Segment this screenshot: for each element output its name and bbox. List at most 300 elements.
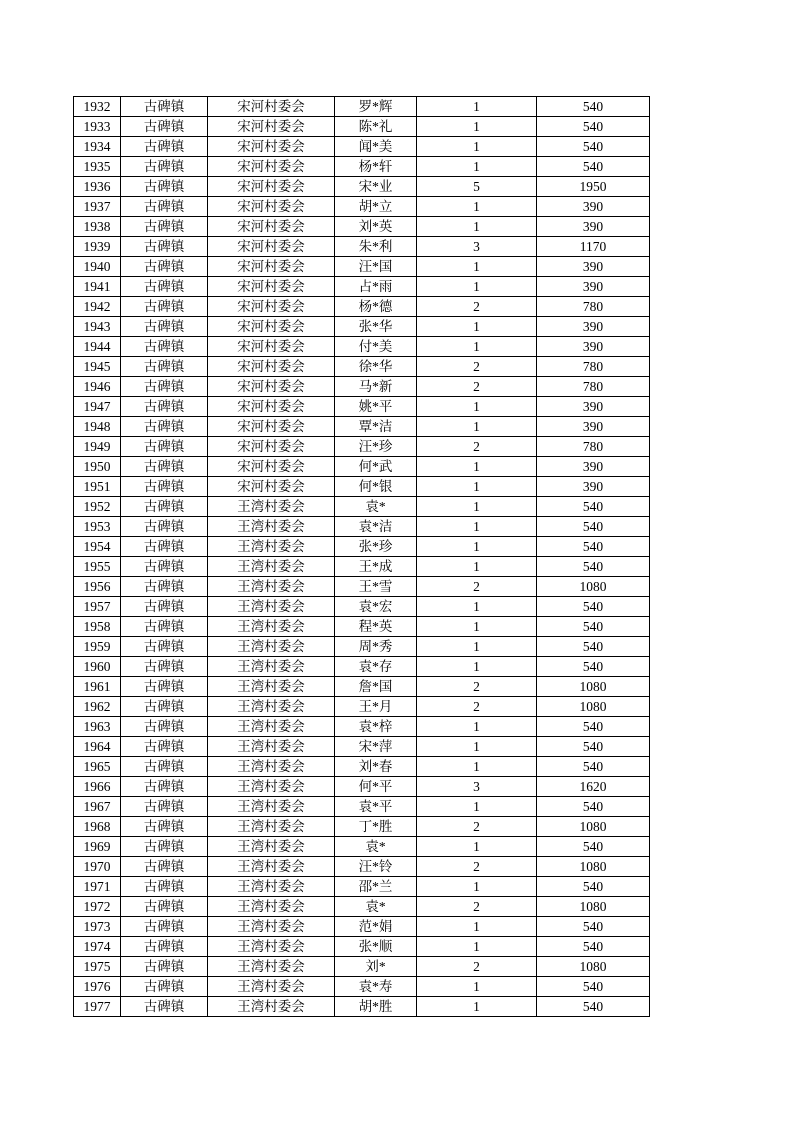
cell-amount: 1170	[537, 237, 650, 257]
cell-serial-number: 1934	[74, 137, 121, 157]
cell-town: 古碑镇	[121, 837, 208, 857]
table-row	[74, 177, 650, 197]
cell-name: 汪*珍	[335, 437, 417, 457]
cell-town: 古碑镇	[121, 557, 208, 577]
cell-name: 陈*礼	[335, 117, 417, 137]
cell-village-committee: 宋河村委会	[208, 237, 335, 257]
cell-household-count: 1	[417, 597, 537, 617]
cell-amount: 540	[537, 537, 650, 557]
table-row	[74, 697, 650, 717]
cell-household-count: 2	[417, 377, 537, 397]
cell-name: 周*秀	[335, 637, 417, 657]
cell-name: 袁*	[335, 897, 417, 917]
cell-amount: 540	[537, 597, 650, 617]
cell-serial-number: 1971	[74, 877, 121, 897]
table-row	[74, 117, 650, 137]
cell-amount: 1080	[537, 857, 650, 877]
table-row	[74, 937, 650, 957]
cell-amount: 390	[537, 317, 650, 337]
cell-town: 古碑镇	[121, 117, 208, 137]
cell-village-committee: 王湾村委会	[208, 797, 335, 817]
cell-household-count: 1	[417, 837, 537, 857]
cell-name: 占*雨	[335, 277, 417, 297]
table-row	[74, 777, 650, 797]
cell-household-count: 2	[417, 817, 537, 837]
cell-village-committee: 王湾村委会	[208, 757, 335, 777]
table-row	[74, 517, 650, 537]
cell-name: 汪*国	[335, 257, 417, 277]
cell-amount: 540	[537, 617, 650, 637]
table-row	[74, 217, 650, 237]
table-row	[74, 897, 650, 917]
cell-serial-number: 1951	[74, 477, 121, 497]
table-row	[74, 637, 650, 657]
cell-name: 姚*平	[335, 397, 417, 417]
cell-serial-number: 1947	[74, 397, 121, 417]
cell-household-count: 1	[417, 537, 537, 557]
cell-village-committee: 王湾村委会	[208, 677, 335, 697]
cell-town: 古碑镇	[121, 877, 208, 897]
cell-household-count: 1	[417, 477, 537, 497]
cell-town: 古碑镇	[121, 337, 208, 357]
cell-town: 古碑镇	[121, 977, 208, 997]
cell-village-committee: 王湾村委会	[208, 497, 335, 517]
cell-town: 古碑镇	[121, 477, 208, 497]
cell-serial-number: 1950	[74, 457, 121, 477]
cell-village-committee: 王湾村委会	[208, 977, 335, 997]
cell-serial-number: 1962	[74, 697, 121, 717]
table-row	[74, 717, 650, 737]
cell-town: 古碑镇	[121, 197, 208, 217]
cell-serial-number: 1932	[74, 97, 121, 117]
cell-amount: 540	[537, 637, 650, 657]
cell-serial-number: 1966	[74, 777, 121, 797]
cell-amount: 390	[537, 277, 650, 297]
cell-household-count: 1	[417, 737, 537, 757]
cell-amount: 1080	[537, 817, 650, 837]
cell-name: 程*英	[335, 617, 417, 637]
cell-serial-number: 1935	[74, 157, 121, 177]
cell-serial-number: 1936	[74, 177, 121, 197]
table-row	[74, 357, 650, 377]
cell-village-committee: 王湾村委会	[208, 717, 335, 737]
cell-amount: 390	[537, 457, 650, 477]
cell-household-count: 1	[417, 97, 537, 117]
table-row	[74, 917, 650, 937]
cell-name: 袁*洁	[335, 517, 417, 537]
cell-household-count: 2	[417, 577, 537, 597]
cell-town: 古碑镇	[121, 437, 208, 457]
cell-village-committee: 王湾村委会	[208, 517, 335, 537]
cell-household-count: 1	[417, 277, 537, 297]
cell-serial-number: 1943	[74, 317, 121, 337]
cell-village-committee: 宋河村委会	[208, 377, 335, 397]
cell-town: 古碑镇	[121, 217, 208, 237]
cell-serial-number: 1944	[74, 337, 121, 357]
cell-amount: 540	[537, 997, 650, 1017]
table-row	[74, 977, 650, 997]
cell-amount: 390	[537, 257, 650, 277]
table-row	[74, 257, 650, 277]
cell-name: 王*月	[335, 697, 417, 717]
cell-town: 古碑镇	[121, 537, 208, 557]
cell-amount: 1080	[537, 677, 650, 697]
cell-town: 古碑镇	[121, 997, 208, 1017]
cell-town: 古碑镇	[121, 377, 208, 397]
cell-household-count: 1	[417, 717, 537, 737]
cell-name: 覃*洁	[335, 417, 417, 437]
cell-serial-number: 1976	[74, 977, 121, 997]
table-row	[74, 157, 650, 177]
cell-village-committee: 王湾村委会	[208, 837, 335, 857]
cell-amount: 540	[537, 137, 650, 157]
cell-household-count: 1	[417, 137, 537, 157]
cell-amount: 540	[537, 877, 650, 897]
cell-name: 张*顺	[335, 937, 417, 957]
cell-town: 古碑镇	[121, 737, 208, 757]
cell-amount: 780	[537, 377, 650, 397]
cell-town: 古碑镇	[121, 517, 208, 537]
cell-village-committee: 王湾村委会	[208, 937, 335, 957]
cell-serial-number: 1960	[74, 657, 121, 677]
cell-amount: 390	[537, 217, 650, 237]
cell-serial-number: 1970	[74, 857, 121, 877]
table-row	[74, 557, 650, 577]
cell-name: 罗*辉	[335, 97, 417, 117]
cell-serial-number: 1973	[74, 917, 121, 937]
cell-serial-number: 1941	[74, 277, 121, 297]
cell-name: 王*雪	[335, 577, 417, 597]
cell-town: 古碑镇	[121, 457, 208, 477]
cell-serial-number: 1975	[74, 957, 121, 977]
table-row	[74, 477, 650, 497]
cell-amount: 1080	[537, 577, 650, 597]
cell-amount: 540	[537, 757, 650, 777]
table-row	[74, 197, 650, 217]
cell-name: 邵*兰	[335, 877, 417, 897]
cell-amount: 540	[537, 97, 650, 117]
cell-town: 古碑镇	[121, 317, 208, 337]
cell-serial-number: 1958	[74, 617, 121, 637]
cell-village-committee: 王湾村委会	[208, 857, 335, 877]
cell-serial-number: 1969	[74, 837, 121, 857]
cell-town: 古碑镇	[121, 357, 208, 377]
cell-name: 王*成	[335, 557, 417, 577]
cell-village-committee: 王湾村委会	[208, 877, 335, 897]
cell-serial-number: 1954	[74, 537, 121, 557]
cell-name: 宋*业	[335, 177, 417, 197]
table-row	[74, 97, 650, 117]
table-row	[74, 857, 650, 877]
cell-household-count: 2	[417, 697, 537, 717]
cell-name: 袁*寿	[335, 977, 417, 997]
cell-town: 古碑镇	[121, 177, 208, 197]
cell-household-count: 2	[417, 357, 537, 377]
cell-village-committee: 王湾村委会	[208, 537, 335, 557]
cell-household-count: 2	[417, 857, 537, 877]
cell-household-count: 1	[417, 637, 537, 657]
cell-town: 古碑镇	[121, 777, 208, 797]
cell-household-count: 1	[417, 797, 537, 817]
cell-village-committee: 宋河村委会	[208, 357, 335, 377]
cell-name: 刘*春	[335, 757, 417, 777]
cell-village-committee: 宋河村委会	[208, 437, 335, 457]
cell-name: 袁*梓	[335, 717, 417, 737]
cell-household-count: 2	[417, 297, 537, 317]
table-row	[74, 817, 650, 837]
cell-village-committee: 宋河村委会	[208, 117, 335, 137]
cell-village-committee: 宋河村委会	[208, 257, 335, 277]
cell-name: 丁*胜	[335, 817, 417, 837]
cell-name: 付*美	[335, 337, 417, 357]
cell-amount: 540	[537, 557, 650, 577]
cell-amount: 540	[537, 917, 650, 937]
cell-name: 何*平	[335, 777, 417, 797]
cell-serial-number: 1952	[74, 497, 121, 517]
cell-town: 古碑镇	[121, 417, 208, 437]
cell-household-count: 1	[417, 257, 537, 277]
cell-serial-number: 1949	[74, 437, 121, 457]
cell-amount: 390	[537, 197, 650, 217]
cell-village-committee: 王湾村委会	[208, 917, 335, 937]
cell-household-count: 1	[417, 517, 537, 537]
table-row	[74, 377, 650, 397]
cell-village-committee: 宋河村委会	[208, 317, 335, 337]
cell-name: 何*银	[335, 477, 417, 497]
cell-amount: 1620	[537, 777, 650, 797]
cell-village-committee: 宋河村委会	[208, 177, 335, 197]
cell-town: 古碑镇	[121, 757, 208, 777]
cell-name: 张*珍	[335, 537, 417, 557]
cell-serial-number: 1967	[74, 797, 121, 817]
cell-town: 古碑镇	[121, 497, 208, 517]
cell-village-committee: 王湾村委会	[208, 997, 335, 1017]
data-table	[73, 96, 650, 1017]
cell-town: 古碑镇	[121, 237, 208, 257]
cell-town: 古碑镇	[121, 617, 208, 637]
cell-village-committee: 宋河村委会	[208, 97, 335, 117]
cell-village-committee: 宋河村委会	[208, 417, 335, 437]
cell-serial-number: 1956	[74, 577, 121, 597]
cell-amount: 540	[537, 117, 650, 137]
table-row	[74, 737, 650, 757]
cell-town: 古碑镇	[121, 277, 208, 297]
cell-serial-number: 1974	[74, 937, 121, 957]
cell-household-count: 1	[417, 337, 537, 357]
cell-serial-number: 1957	[74, 597, 121, 617]
cell-household-count: 1	[417, 397, 537, 417]
table-row	[74, 797, 650, 817]
cell-amount: 540	[537, 657, 650, 677]
cell-village-committee: 王湾村委会	[208, 957, 335, 977]
cell-town: 古碑镇	[121, 597, 208, 617]
cell-name: 袁*平	[335, 797, 417, 817]
cell-village-committee: 宋河村委会	[208, 477, 335, 497]
table-row	[74, 757, 650, 777]
cell-town: 古碑镇	[121, 697, 208, 717]
cell-amount: 540	[537, 497, 650, 517]
table-row	[74, 397, 650, 417]
cell-household-count: 1	[417, 917, 537, 937]
cell-household-count: 1	[417, 317, 537, 337]
cell-name: 闻*美	[335, 137, 417, 157]
cell-name: 胡*胜	[335, 997, 417, 1017]
cell-amount: 540	[537, 517, 650, 537]
cell-household-count: 1	[417, 977, 537, 997]
cell-name: 袁*	[335, 837, 417, 857]
cell-serial-number: 1977	[74, 997, 121, 1017]
cell-town: 古碑镇	[121, 297, 208, 317]
cell-amount: 390	[537, 477, 650, 497]
table-row	[74, 457, 650, 477]
cell-serial-number: 1961	[74, 677, 121, 697]
cell-household-count: 5	[417, 177, 537, 197]
cell-household-count: 1	[417, 157, 537, 177]
cell-name: 马*新	[335, 377, 417, 397]
cell-serial-number: 1965	[74, 757, 121, 777]
cell-village-committee: 王湾村委会	[208, 577, 335, 597]
cell-serial-number: 1955	[74, 557, 121, 577]
cell-name: 范*娟	[335, 917, 417, 937]
cell-household-count: 2	[417, 677, 537, 697]
cell-amount: 780	[537, 437, 650, 457]
cell-town: 古碑镇	[121, 257, 208, 277]
cell-household-count: 1	[417, 417, 537, 437]
cell-serial-number: 1948	[74, 417, 121, 437]
table-row	[74, 437, 650, 457]
cell-village-committee: 宋河村委会	[208, 137, 335, 157]
cell-village-committee: 王湾村委会	[208, 637, 335, 657]
cell-name: 詹*国	[335, 677, 417, 697]
table-row	[74, 317, 650, 337]
cell-town: 古碑镇	[121, 677, 208, 697]
cell-town: 古碑镇	[121, 657, 208, 677]
cell-village-committee: 王湾村委会	[208, 657, 335, 677]
cell-name: 杨*轩	[335, 157, 417, 177]
cell-village-committee: 王湾村委会	[208, 737, 335, 757]
cell-serial-number: 1938	[74, 217, 121, 237]
cell-serial-number: 1964	[74, 737, 121, 757]
table-row	[74, 677, 650, 697]
cell-serial-number: 1959	[74, 637, 121, 657]
cell-name: 徐*华	[335, 357, 417, 377]
cell-household-count: 1	[417, 617, 537, 637]
cell-household-count: 3	[417, 237, 537, 257]
cell-serial-number: 1939	[74, 237, 121, 257]
cell-household-count: 1	[417, 117, 537, 137]
cell-amount: 390	[537, 397, 650, 417]
cell-name: 刘*英	[335, 217, 417, 237]
table-row	[74, 957, 650, 977]
cell-amount: 780	[537, 297, 650, 317]
table-row	[74, 877, 650, 897]
table-row	[74, 237, 650, 257]
cell-town: 古碑镇	[121, 637, 208, 657]
cell-household-count: 3	[417, 777, 537, 797]
table-row	[74, 137, 650, 157]
cell-household-count: 1	[417, 757, 537, 777]
cell-household-count: 1	[417, 497, 537, 517]
cell-serial-number: 1940	[74, 257, 121, 277]
cell-village-committee: 王湾村委会	[208, 897, 335, 917]
cell-amount: 540	[537, 977, 650, 997]
table-row	[74, 337, 650, 357]
cell-town: 古碑镇	[121, 577, 208, 597]
cell-serial-number: 1968	[74, 817, 121, 837]
cell-town: 古碑镇	[121, 137, 208, 157]
cell-village-committee: 宋河村委会	[208, 277, 335, 297]
cell-amount: 540	[537, 157, 650, 177]
cell-village-committee: 宋河村委会	[208, 457, 335, 477]
table-body	[74, 97, 650, 1017]
cell-household-count: 2	[417, 897, 537, 917]
cell-amount: 780	[537, 357, 650, 377]
cell-town: 古碑镇	[121, 957, 208, 977]
cell-amount: 540	[537, 837, 650, 857]
cell-village-committee: 宋河村委会	[208, 217, 335, 237]
cell-village-committee: 宋河村委会	[208, 157, 335, 177]
table-row	[74, 657, 650, 677]
table-row	[74, 537, 650, 557]
cell-name: 何*武	[335, 457, 417, 477]
cell-amount: 1080	[537, 897, 650, 917]
cell-serial-number: 1933	[74, 117, 121, 137]
cell-town: 古碑镇	[121, 397, 208, 417]
table-row	[74, 577, 650, 597]
cell-town: 古碑镇	[121, 717, 208, 737]
cell-village-committee: 宋河村委会	[208, 337, 335, 357]
table-row	[74, 497, 650, 517]
cell-household-count: 2	[417, 437, 537, 457]
table-row	[74, 277, 650, 297]
cell-village-committee: 宋河村委会	[208, 197, 335, 217]
cell-household-count: 1	[417, 217, 537, 237]
cell-amount: 540	[537, 717, 650, 737]
table-row	[74, 837, 650, 857]
cell-name: 袁*存	[335, 657, 417, 677]
table-row	[74, 597, 650, 617]
cell-name: 袁*	[335, 497, 417, 517]
cell-town: 古碑镇	[121, 897, 208, 917]
cell-serial-number: 1942	[74, 297, 121, 317]
table-row	[74, 997, 650, 1017]
cell-amount: 390	[537, 417, 650, 437]
cell-village-committee: 宋河村委会	[208, 297, 335, 317]
cell-town: 古碑镇	[121, 917, 208, 937]
cell-amount: 540	[537, 937, 650, 957]
cell-town: 古碑镇	[121, 857, 208, 877]
cell-name: 胡*立	[335, 197, 417, 217]
cell-amount: 390	[537, 337, 650, 357]
cell-amount: 1080	[537, 957, 650, 977]
cell-serial-number: 1945	[74, 357, 121, 377]
cell-name: 张*华	[335, 317, 417, 337]
cell-name: 袁*宏	[335, 597, 417, 617]
cell-household-count: 1	[417, 997, 537, 1017]
cell-serial-number: 1946	[74, 377, 121, 397]
cell-amount: 1080	[537, 697, 650, 717]
cell-village-committee: 王湾村委会	[208, 617, 335, 637]
cell-name: 汪*铃	[335, 857, 417, 877]
table-row	[74, 417, 650, 437]
cell-household-count: 1	[417, 877, 537, 897]
cell-name: 宋*萍	[335, 737, 417, 757]
table-row	[74, 297, 650, 317]
cell-amount: 1950	[537, 177, 650, 197]
cell-village-committee: 王湾村委会	[208, 597, 335, 617]
cell-town: 古碑镇	[121, 937, 208, 957]
cell-name: 刘*	[335, 957, 417, 977]
